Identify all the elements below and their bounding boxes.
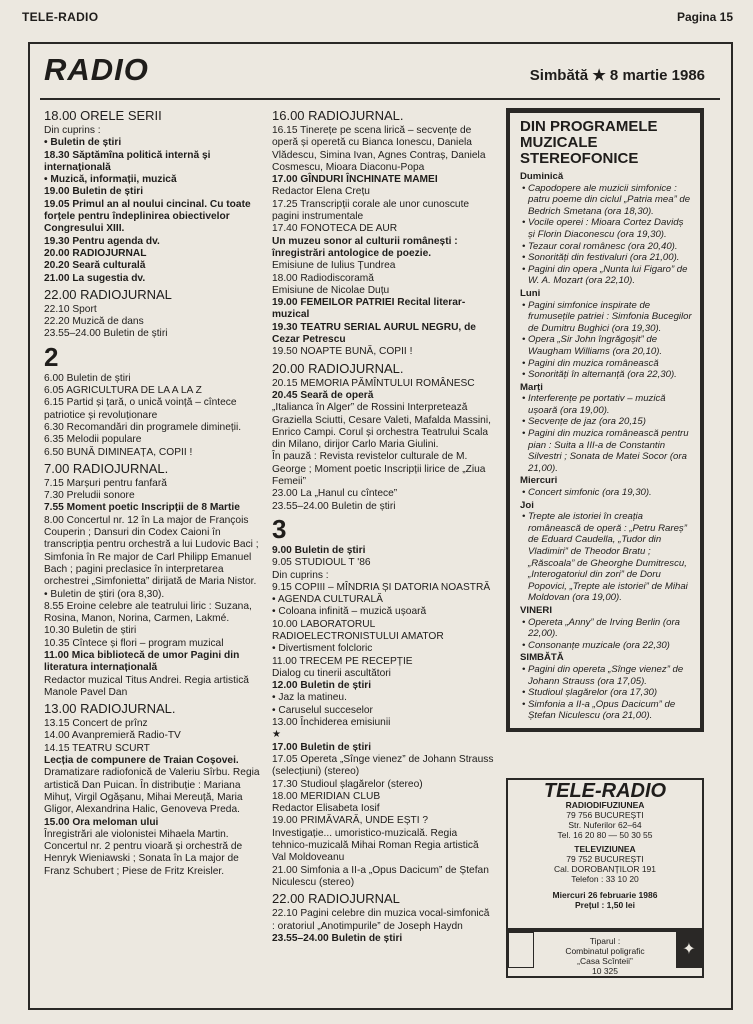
masthead-line: Prețul : 1,50 lei [575,900,635,910]
program-entry: 6.15 Partid și țară, o unică voință – cîntece patriotice și revoluționare [44,397,237,421]
program-entry: Dramatizare radiofonică de Valeriu Sîrbu. Regia artistică Dan Puican. În distribuție : Mariana Mihuț, Virgil Ogășanu, Mihai Mereuță, Maria Gligor, Alexandrina Halic, Genoveva Preda. [44,767,260,816]
stereo-day: Marți [520,381,543,393]
masthead-line: TELEVIZIUNEA [574,844,636,854]
program-entry: 18.00 MERIDIAN CLUB [272,790,381,802]
printer-line: Tiparul : [589,936,621,946]
program-entry: Emisiune de Iulius Țundrea [272,260,396,272]
stereo-item: • Trepte ale istoriei în creația românească de operă : „Petru Rareș” de Eduard Caudella, „Tudor din Vladimiri” de Theodor Bratu ; „Răscoala” de Gheorghe Dumitrescu, „Interogatoriul din zori” de Doru Popovici, „Trepte ale istoriei” de Mihai Moldovan (ora 19,00). [522,511,688,604]
program-entry: 16.15 Tinerețe pe scena lirică – secvențe de operă și operetă cu Bianca Ionescu, Daniela Vlădescu, Simina Ivan, Agnes Contraș, Daniela Cosmescu, Mioara Diaconu-Popa [272,125,486,173]
program-column-2 [272,106,494,945]
printer-line: „Casa Scînteii” [577,956,633,966]
program-entry: 19.30 TEATRU SERIAL AURUL NEGRU, de Cezar Petrescu [272,321,476,346]
page-header [0,0,753,40]
stereo-title: DIN PROGRAMELE MUZICALE STEREOFONICE [520,118,658,167]
program-entry: • Muzică, informații, muzică [44,174,177,186]
program-entry: 20.20 Seară culturală [44,260,146,272]
program-entry: • Buletin de știri [44,137,122,149]
stereo-item: • Sonorități în alternanță (ora 22,30). [522,369,677,381]
stereo-day: VINERI [520,604,552,616]
program-entry: 22.00 RADIOJURNAL [44,286,172,302]
program-entry: 20.00 RADIOJURNAL. [272,360,404,376]
header-left: TELE-RADIO [22,10,99,24]
masthead-line: Cal. DOROBANȚILOR 191 [553,864,657,874]
program-entry: 23.55–24.00 Buletin de știri [44,328,168,340]
program-entry: 18.00 ORELE SERII [44,108,162,123]
program-entry: 23.00 La „Hanul cu cîntece” [272,488,398,500]
masthead-line: Miercuri 26 februarie 1986 [552,890,658,900]
program-entry: 6.30 Recomandări din programele dimineții. [44,421,242,433]
program-entry: 8.00 Concertul nr. 12 în La major de François Couperin ; Dansuri din Codex Caioni în transcripția pentru orchestră a lui Ludovic Baci ; Simfonia în Re major de Carl Philipp Emanuel Bach ; pagini preclasice în interpretarea orchestrei „Simfonietta” dirijată de Maria Nistor. [44,514,259,588]
program-entry: 8.55 Eroine celebre ale teatrului liric : Suzana, Rosina, Manon, Norina, Carmen, Lakmé. [44,600,252,625]
stereo-item: • Sonorități din festivaluri (ora 21,00). [522,252,680,264]
stereo-box [506,108,704,732]
program-entry: 14.15 TEATRU SCURT [44,742,150,754]
stereo-item: • Interferențe pe portativ – muzică ușoară (ora 19,00). [522,393,666,416]
section-title: RADIO [44,52,149,87]
stereo-item: • Pagini din opera „Nunta lui Figaro” de W. A. Mozart (ora 22,10). [522,263,688,287]
stereo-item: • Vocile operei : Mioara Cortez Davidș și Florin Diaconescu (ora 19,30). [522,217,684,240]
program-entry: 6.50 BUNĂ DIMINEAȚA, COPII ! [44,446,193,458]
masthead-line: RADIODIFUZIUNEA [565,800,645,810]
stereo-day: Joi [520,499,534,511]
program-entry: 3 [272,513,287,544]
program-entry: 18.30 Săptămîna politică internă și internațională [44,149,211,173]
program-entry: 10.30 Buletin de știri [44,625,137,637]
program-entry: 21.00 La sugestia dv. [44,272,146,284]
masthead-line: Str. Nuferilor 62–64 [568,820,642,830]
stereo-item: • Concert simfonic (ora 19,30). [522,487,652,499]
program-entry: În pauză : Revista revistelor culturale de M. George ; Moment poetic Inscripții lirice de „Ziua Femeii” [272,451,486,488]
page-number: Pagina 15 [676,10,733,24]
title-rule [40,98,720,100]
program-entry: 22.10 Sport [44,303,97,315]
program-entry: „Italianca în Alger” de Rossini Interpretează Graziella Sciutti, Cesare Valeti, Mafalda Massini, Enrico Campi. Corul și orchestra Teatrului Scala din Milano, dirijor Carlo Maria Giulini. [272,402,491,451]
program-entry: 17.30 Studioul șlagărelor (stereo) [272,778,423,790]
stereo-item: • Opera „Sir John îngrăgoșit” de Waugham Williams (ora 20,10). [522,334,663,357]
stereo-item: • Capodopere ale muzicii simfonice : patru poeme din ciclul „Patria mea” de Bedrich Smetana (ora 18,30). [522,182,691,217]
stereo-item: • Consonanțe muzicale (ora 22,30) [522,639,670,651]
program-entry: 17.00 GÎNDURI ÎNCHINATE MAMEI [272,174,438,186]
stereo-item: • Secvențe de jaz (ora 20,15) [522,416,646,428]
program-entry: 13.00 Închiderea emisiunii [272,717,391,729]
program-entry: 23.55–24.00 Buletin de știri [272,500,396,512]
program-entry: 19.00 FEMEILOR PATRIEI Recital literar-muzical [272,297,466,321]
program-entry: 7.00 RADIOJURNAL. [44,460,169,476]
stereo-item: • Tezaur coral românesc (ora 20,40). [522,240,678,252]
program-entry: 22.00 RADIOJURNAL [272,891,400,907]
program-entry: 6.05 AGRICULTURA DE LA A LA Z [44,385,202,397]
program-entry: 20.15 MEMORIA PĂMÎNTULUI ROMÂNESC [272,377,475,389]
stereo-item: • Simfonia a II-a „Opus Dacicum” de Ștefan Niculescu (ora 21,00). [522,698,676,722]
program-entry: 19.50 NOAPTE BUNĂ, COPII ! [272,346,413,358]
section-date: Simbătă ★ 8 martie 1986 [529,67,705,84]
program-entry: 15.00 Ora meloman ului [44,816,159,828]
program-entry: Din cuprins : [272,569,329,581]
program-entry: 14.00 Avanpremieră Radio-TV [44,730,181,742]
stereo-item: • Pagini din muzica românească [522,357,659,369]
printer-line: 10 325 [592,966,618,976]
masthead-line: Telefon : 33 10 20 [571,874,639,884]
stereo-item: • Studioul șlagărelor (ora 17,30) [522,687,658,699]
program-entry: 7.55 Moment poetic Inscripții de 8 Martie [44,502,240,514]
stereo-day: Miercuri [520,475,558,487]
program-entry: 19.00 Buletin de știri [44,186,144,198]
program-entry: 12.00 Buletin de știri [272,680,372,692]
program-entry: 10.00 LABORATORUL RADIOELECTRONISTULUI AMATOR [272,618,444,642]
program-entry: Redactor muzical Titus Andrei. Regia artistică Manole Pavel Dan [44,674,249,698]
program-entry: 17.25 Transcripții corale ale unor cunoscute pagini instrumentale [272,198,470,223]
masthead-line: 79 752 BUCUREȘTI [566,854,644,864]
program-entry: • Caruselul succeselor [272,704,373,716]
program-entry: 23.55–24.00 Buletin de știri [272,932,403,944]
emblem-icon: ✦ [676,932,702,968]
program-entry: Redactor Elisabeta Iosif [272,803,380,815]
program-entry: Înregistrări ale violonistei Mihaela Martin. Concertul nr. 2 pentru vioară și orchestră de Henryk Wieniawski ; Sonata în La major de Franz Schubert ; Piese de Fritz Kreisler. [44,828,243,877]
program-entry: 11.00 Mica bibliotecă de umor Pagini din literatura internațională [44,649,240,674]
program-entry: 21.00 Simfonia a II-a „Opus Dacicum” de Ștefan Niculescu (stereo) [272,864,489,888]
program-entry: 6.35 Melodii populare [44,434,142,446]
program-entry: 17.00 Buletin de știri [272,741,372,753]
program-entry: 13.15 Concert de prînz [44,718,148,730]
program-entry: • Buletin de știri (ora 8,30). [44,588,165,600]
program-entry: ★ [272,729,282,741]
program-entry: 10.35 Cîntece și flori – program muzical [44,637,224,649]
program-entry: 16.00 RADIOJURNAL. [272,108,404,123]
stereo-item: • Pagini din opereta „Sînge vienez” de Johann Strauss (ora 17,05). [522,663,684,687]
program-column-1 [44,106,264,878]
program-entry: • Coloana infinită – muzică ușoară [272,606,427,618]
program-entry: Emisiune de Nicolae Duțu [272,284,390,296]
program-entry: 7.15 Marșuri pentru fanfară [44,477,167,489]
stereo-day: SIMBĂTĂ [520,652,564,664]
program-entry: Investigație... umoristico-muzicală. Regia tehnico-muzicală Mihai Roman Regia artistică Val Moldoveanu [272,827,479,864]
program-entry: 20.45 Seară de operă [272,389,374,401]
masthead-line: 79 756 BUCUREȘTI [566,810,644,820]
program-entry: 19.30 Pentru agenda dv. [44,235,160,247]
program-entry: 19.00 PRIMĂVARĂ, UNDE EȘTI ? [272,815,429,827]
stereo-day: Duminică [520,171,564,182]
masthead-line: Tel. 16 20 80 — 50 30 55 [557,830,653,840]
program-entry: 6.00 Buletin de știri [44,372,131,384]
stereo-item: • Pagini din muzica românească pentru pian : Suita a III-a de Constantin Silvestri ; Sonata de Matei Socor (ora 21,00). [522,428,689,474]
program-entry: • Jaz la matineu. [272,692,347,704]
program-entry: 22.20 Muzică de dans [44,316,144,328]
program-entry: 11.00 TRECEM PE RECEPȚIE [272,655,413,667]
program-entry: • AGENDA CULTURALĂ [272,594,383,606]
program-entry: 9.05 STUDIOUL T '86 [272,557,371,569]
program-entry: 17.40 FONOTECA DE AUR [272,223,398,235]
stereo-item: • Pagini simfonice inspirate de frumusețile patriei : Simfonia Bucegilor de Dumitru Bughici (ora 19,30). [522,299,692,334]
printer-box [506,928,704,978]
program-entry: Un muzeu sonor al culturii românești : înregistrări antologice de poezie. [272,235,458,259]
program-entry: 22.10 Pagini celebre din muzica vocal-simfonică : oratoriul „Anotimpurile” de Joseph Haydn [272,908,490,932]
stereo-day: Luni [520,287,541,299]
program-entry: 9.00 Buletin de știri [272,544,366,556]
masthead-title: TELE-RADIO [543,780,667,802]
program-entry: Dialog cu tinerii ascultători [272,667,391,679]
printer-line: Combinatul poligrafic [565,946,645,956]
program-entry: 18.00 Radiodiscoramă [272,272,374,284]
program-entry: • Divertisment folcloric [272,643,373,655]
program-entry: 7.30 Preludii sonore [44,490,135,502]
program-entry: Din cuprins : [44,125,101,136]
program-entry: 17.05 Opereta „Sînge vienez” de Johann Strauss (selecțiuni) (stereo) [272,753,494,778]
program-entry: Lecția de compunere de Traian Coșovei. [44,755,239,767]
program-entry: 9.15 COPIII – MÎNDRIA ȘI DATORIA NOASTRĂ [272,581,491,593]
masthead-box [506,778,704,932]
printer-logo-icon [508,932,534,968]
stereo-item: • Opereta „Anny” de Irving Berlin (ora 22,00). [522,616,680,640]
program-entry: 2 [44,341,59,372]
program-entry: Redactor Elena Crețu [272,186,370,198]
program-entry: 19.05 Primul an al noului cincinal. Cu toate forțele pentru îndeplinirea obiectivelor Congresului XIII. [44,198,251,235]
program-entry: 20.00 RADIOJURNAL [44,247,147,259]
program-entry: 13.00 RADIOJURNAL. [44,701,176,717]
